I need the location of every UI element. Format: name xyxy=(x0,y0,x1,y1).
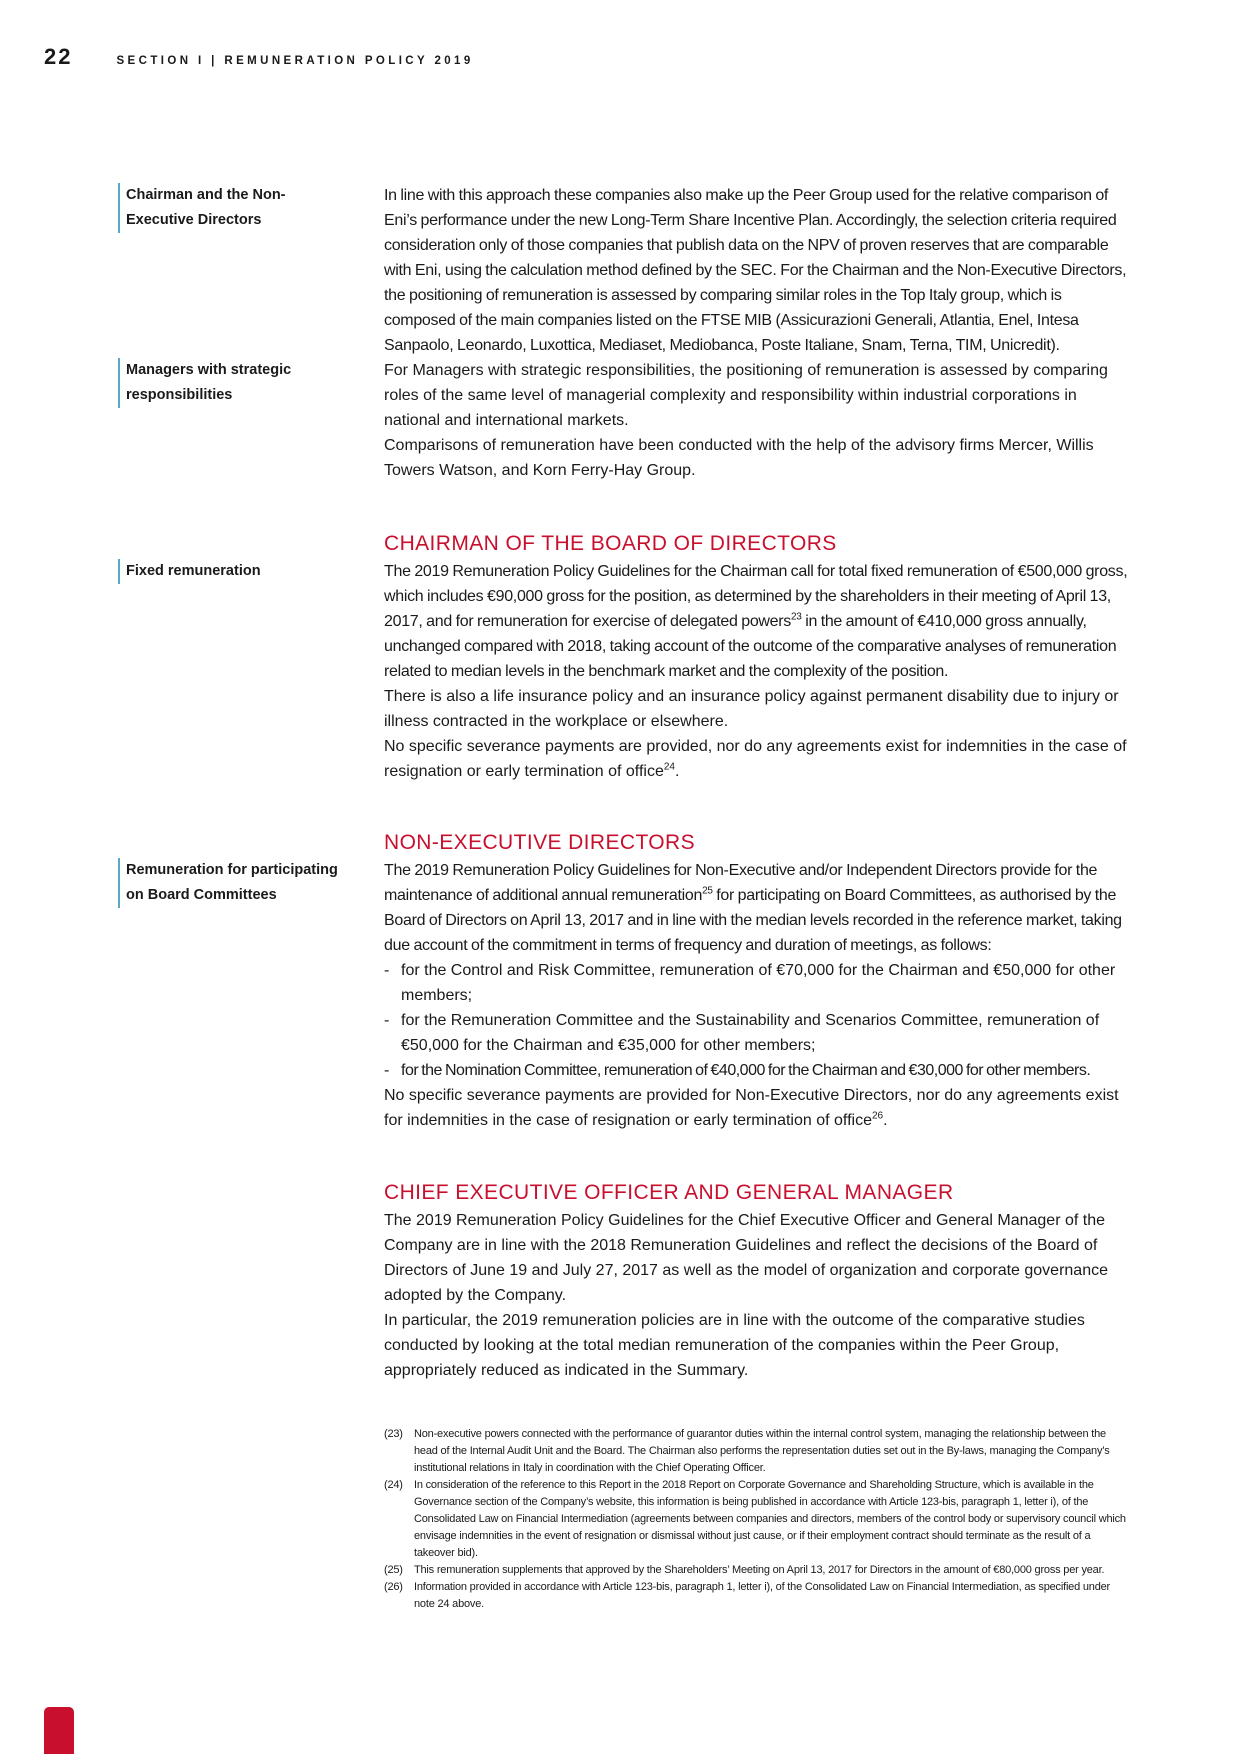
footnote-number: (26) xyxy=(384,1581,403,1593)
page-corner-tab xyxy=(44,1707,74,1754)
ceo-paragraph-1: The 2019 Remuneration Policy Guidelines for the Chief Executive Officer and General Manager of the Company are in line with the 2018 Remuneration Guidelines and reflect the decisions of the Board of Directors of June 19 and July 27, 2017 as well as the model of organization and corporate governance adopted by the Company. xyxy=(384,1212,1108,1304)
nonexec-paragraph-1: The 2019 Remuneration Policy Guidelines for Non-Executive and/or Independent Directors provide for the maintenance of additional annual remuneration$^{25}$ for participating on Board Committees, as authorised by the Board of Directors on April 13, 2017 and in line with the median levels recorded in the reference market, taking due account of the commitment in terms of frequency and duration of meetings, as follows: xyxy=(384,862,1122,954)
footnote-ref-26[interactable]: 26 xyxy=(871,1110,884,1122)
nonexec-section xyxy=(384,828,1129,1133)
page-header xyxy=(44,44,474,68)
footnote-24 xyxy=(384,1477,1129,1562)
footnote-number: (25) xyxy=(384,1564,403,1576)
footnote-text: Non-executive powers connected with the performance of guarantor duties within the internal control system, managing the relationship between the head of the Internal Audit Unit and the Board. The Chairman also performs the representation duties set out in the By-laws, managing the Company’s institutional relations in Italy in coordination with the Chief Operating Officer. xyxy=(414,1428,1110,1474)
nonexec-paragraph-2: No specific severance payments are provided for Non-Executive Directors, nor do any agreements exist for indemnities in the case of resignation or early termination of office$^{26}$. xyxy=(384,1087,1119,1129)
footnote-text: In consideration of the reference to this Report in the 2018 Report on Corporate Governance and Shareholding Structure, which is available in the Governance section of the Company’s website, this information is being published in accordance with Article 123-bis, paragraph 1, letter i), of the Consolidated Law on Financial Intermediation (agreements between companies and directors, members of the control body or supervisory council which envisage indemnities in the event of resignation or dismissal without just cause, or if their employment contract should terminate as the result of a takeover bid). xyxy=(414,1479,1126,1559)
side-label-chairman-nonexec: Chairman and the Non-Executive Directors xyxy=(118,183,348,233)
ceo-paragraph-2: In particular, the 2019 remuneration policies are in line with the outcome of the comparative studies conducted by looking at the total median remuneration of the companies within the Peer Group, appropriately reduced as indicated in the Summary. xyxy=(384,1312,1085,1379)
side-label-committees: Remuneration for participating on Board Committees xyxy=(118,858,348,908)
ceo-section xyxy=(384,1178,1129,1383)
intro-section xyxy=(384,183,1129,483)
footnote-ref-24[interactable]: 24 xyxy=(663,761,675,773)
footnote-25 xyxy=(384,1562,1129,1579)
chairman-paragraph-2: There is also a life insurance policy and an insurance policy against permanent disability due to injury or illness contracted in the workplace or elsewhere. xyxy=(384,688,1119,730)
nonexec-heading: NON-EXECUTIVE DIRECTORS xyxy=(384,831,696,854)
footnote-ref-23[interactable]: 23 xyxy=(791,611,802,623)
chairman-paragraph-1: The 2019 Remuneration Policy Guidelines for the Chairman call for total fixed remuneration of €500,000 gross, which includes €90,000 gross for the position, as determined by the shareholders in their meeting of April 13, 2017, and for remuneration for exercise of delegated powers$^{23}$ in the amount of €410,000 gross annually, unchanged compared with 2018, taking account of the outcome of the comparative analyses of remuneration related to median levels in the benchmark market and the complexity of the position. xyxy=(384,563,1128,680)
footnotes xyxy=(384,1426,1129,1613)
footnote-26 xyxy=(384,1579,1129,1613)
footnote-ref-25[interactable]: 25 xyxy=(702,885,713,897)
chairman-heading: CHAIRMAN OF THE BOARD OF DIRECTORS xyxy=(384,532,837,555)
chairman-paragraph-3: No specific severance payments are provided, nor do any agreements exist for indemnities in the case of resignation or early termination of office$^{24}$. xyxy=(384,738,1127,780)
intro-paragraph-2: For Managers with strategic responsibilities, the positioning of remuneration is assessed by comparing roles of the same level of managerial complexity and responsibility within industrial corporations in national and international markets. xyxy=(384,362,1108,429)
page-number: 22 xyxy=(44,44,73,69)
list-item: - for the Remuneration Committee and the Sustainability and Scenarios Committee, remuneration of €50,000 for the Chairman and €35,000 for other members; xyxy=(384,1008,1129,1058)
footnote-text: This remuneration supplements that approved by the Shareholders’ Meeting on April 13, 2017 for Directors in the amount of €80,000 gross per year. xyxy=(414,1564,1105,1576)
chairman-section xyxy=(384,529,1129,784)
list-item: - for the Control and Risk Committee, remuneration of €70,000 for the Chairman and €50,000 for other members; xyxy=(384,958,1129,1008)
running-title: SECTION I | REMUNERATION POLICY 2019 xyxy=(116,55,474,67)
intro-paragraph-3: Comparisons of remuneration have been conducted with the help of the advisory firms Mercer, Willis Towers Watson, and Korn Ferry-Hay Group. xyxy=(384,437,1094,479)
intro-paragraph-1: In line with this approach these companies also make up the Peer Group used for the relative comparison of Eni’s performance under the new Long-Term Share Incentive Plan. Accordingly, the selection criteria required consideration only of those companies that publish data on the NPV of proven reserves that are comparable with Eni, using the calculation method defined by the SEC. For the Chairman and the Non-Executive Directors, the positioning of remuneration is assessed by comparing similar roles in the Top Italy group, which is composed of the main companies listed on the FTSE MIB (Assicurazioni Generali, Atlantia, Enel, Intesa Sanpaolo, Leonardo, Luxottica, Mediaset, Mediobanca, Poste Italiane, Snam, Terna, TIM, Unicredit). xyxy=(384,187,1127,354)
committee-list xyxy=(384,958,1129,1083)
footnote-number: (24) xyxy=(384,1479,403,1491)
list-item: - for the Nomination Committee, remuneration of €40,000 for the Chairman and €30,000 for other members. xyxy=(384,1058,1129,1083)
ceo-heading: CHIEF EXECUTIVE OFFICER AND GENERAL MANAGER xyxy=(384,1181,954,1204)
side-label-managers: Managers with strategic responsibilities xyxy=(118,358,348,408)
footnote-23 xyxy=(384,1426,1129,1477)
footnote-number: (23) xyxy=(384,1428,403,1440)
footnote-text: Information provided in accordance with Article 123-bis, paragraph 1, letter i), of the Consolidated Law on Financial Intermediation, as specified under note 24 above. xyxy=(414,1581,1111,1610)
side-label-fixed-remuneration: Fixed remuneration xyxy=(118,559,348,584)
